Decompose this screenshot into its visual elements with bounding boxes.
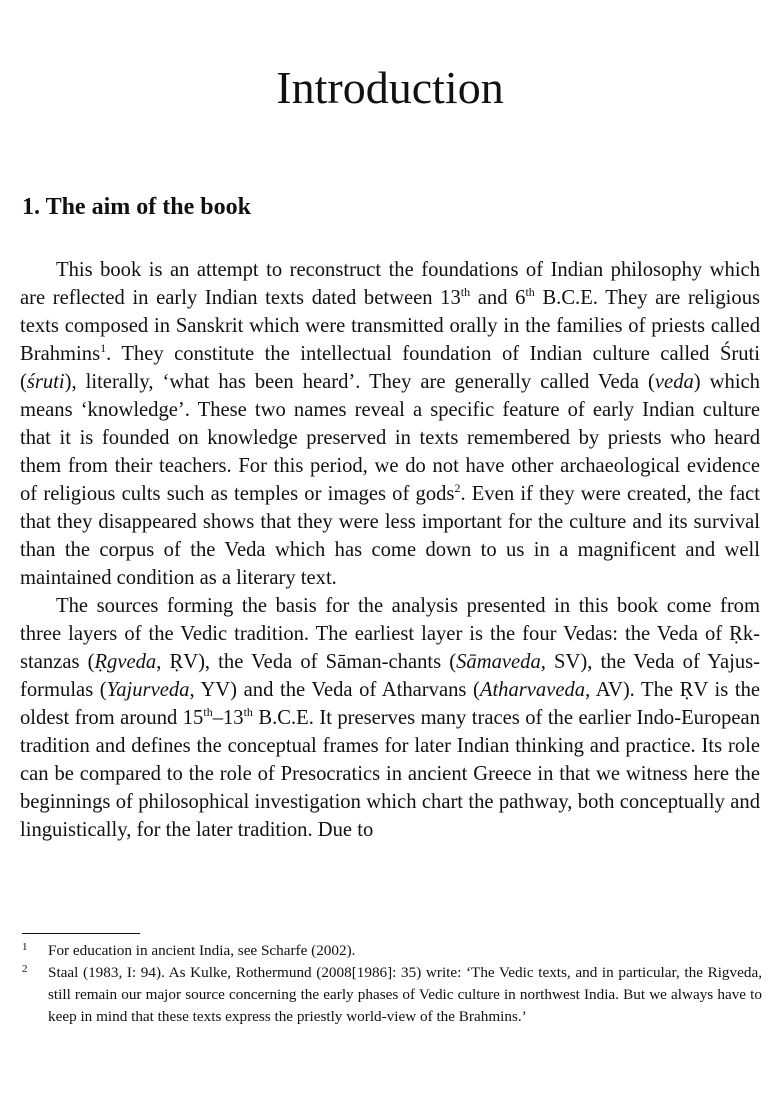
superscript: th [203,705,213,720]
text-run: , SV), the Veda of Yajus-formulas ( [20,651,760,701]
text-run: , AV). The ṚV is the oldest from around 15 [20,679,761,729]
paragraph-1 [20,256,760,592]
footnote-divider [22,933,140,934]
italic-term: Sāmaveda [456,651,541,673]
footnote-2 [22,962,762,1028]
text-run: –13 [212,707,244,729]
superscript: th [460,285,471,300]
superscript: 1 [100,341,107,356]
italic-term: Yajurveda [106,679,190,701]
section-heading: 1. The aim of the book [22,194,251,220]
superscript: 2 [454,481,461,496]
footnotes [22,940,762,1028]
text-run: . Even if they were created, the fact that they disappeared shows that they were less important for the culture and its survival than the corpus of the Veda which has come down to us in a magnificent and well maintained condition as a literary text. [20,483,760,589]
footnote-number: 2 [22,963,28,975]
italic-term: śruti [26,371,65,393]
text-run: B.C.E. It preserves many traces of the earlier Indo-European tradition and defines the conceptual frames for later Indian thinking and practice. Its role can be compared to the role of Presocratics in ancient Greece in that we witness here the beginnings of philosophical investigation which chart the pathway, both conceptually and linguistically, for the later tradition. Due to [20,707,760,841]
text-run: ) which means ‘knowledge’. These two names reveal a specific feature of early Indian culture that it is founded on knowledge preserved in texts remembered by priests who heard them from their teachers. For this period, we do not have other archaeological evidence of religious cults such as temples or images of gods [20,371,760,505]
paragraph-2 [20,592,760,844]
text-run: The sources forming the basis for the analysis presented in this book come from three layers of the Vedic tradition. The earliest layer is the four Vedas: the Veda of Ṛk-stanzas ( [20,595,760,673]
text-run: B.C.E. They are religious texts composed in Sanskrit which were transmitted orally in the families of priests called Brahmins [20,287,761,365]
text-run: This book is an attempt to reconstruct the foundations of Indian philosophy which are reflected in early Indian texts dated between 13 [20,259,760,309]
footnote-number: 1 [22,941,28,953]
text-run: and 6 [470,287,526,309]
superscript: th [243,705,253,720]
footnote-1 [22,940,762,962]
page-title: Introduction [276,62,504,113]
text-run: , YV) and the Veda of Atharvans ( [189,679,480,701]
footnote-text: Staal (1983, I: 94). As Kulke, Rothermund (2008[1986]: 35) write: ‘The Vedic texts, and in particular, the Rigveda, still remain our major source concerning the early phases of Vedic culture in northwest India. But we always have to keep in mind that these texts express the priestly world-view of the Brahmins.’ [48,964,762,1025]
italic-term: Atharvaveda [479,679,586,701]
text-run: , ṚV), the Veda of Sāman-chants ( [156,651,457,673]
body-text [20,256,760,844]
italic-term: veda [654,371,694,393]
superscript: th [525,285,535,300]
text-run: ), literally, ‘what has been heard’. They are generally called Veda ( [64,371,655,393]
text-run: . They constitute the intellectual foundation of Indian culture called Śruti ( [20,343,760,393]
italic-term: Ṛgveda [94,651,157,673]
footnote-text: For education in ancient India, see Scharfe (2002). [48,942,356,959]
